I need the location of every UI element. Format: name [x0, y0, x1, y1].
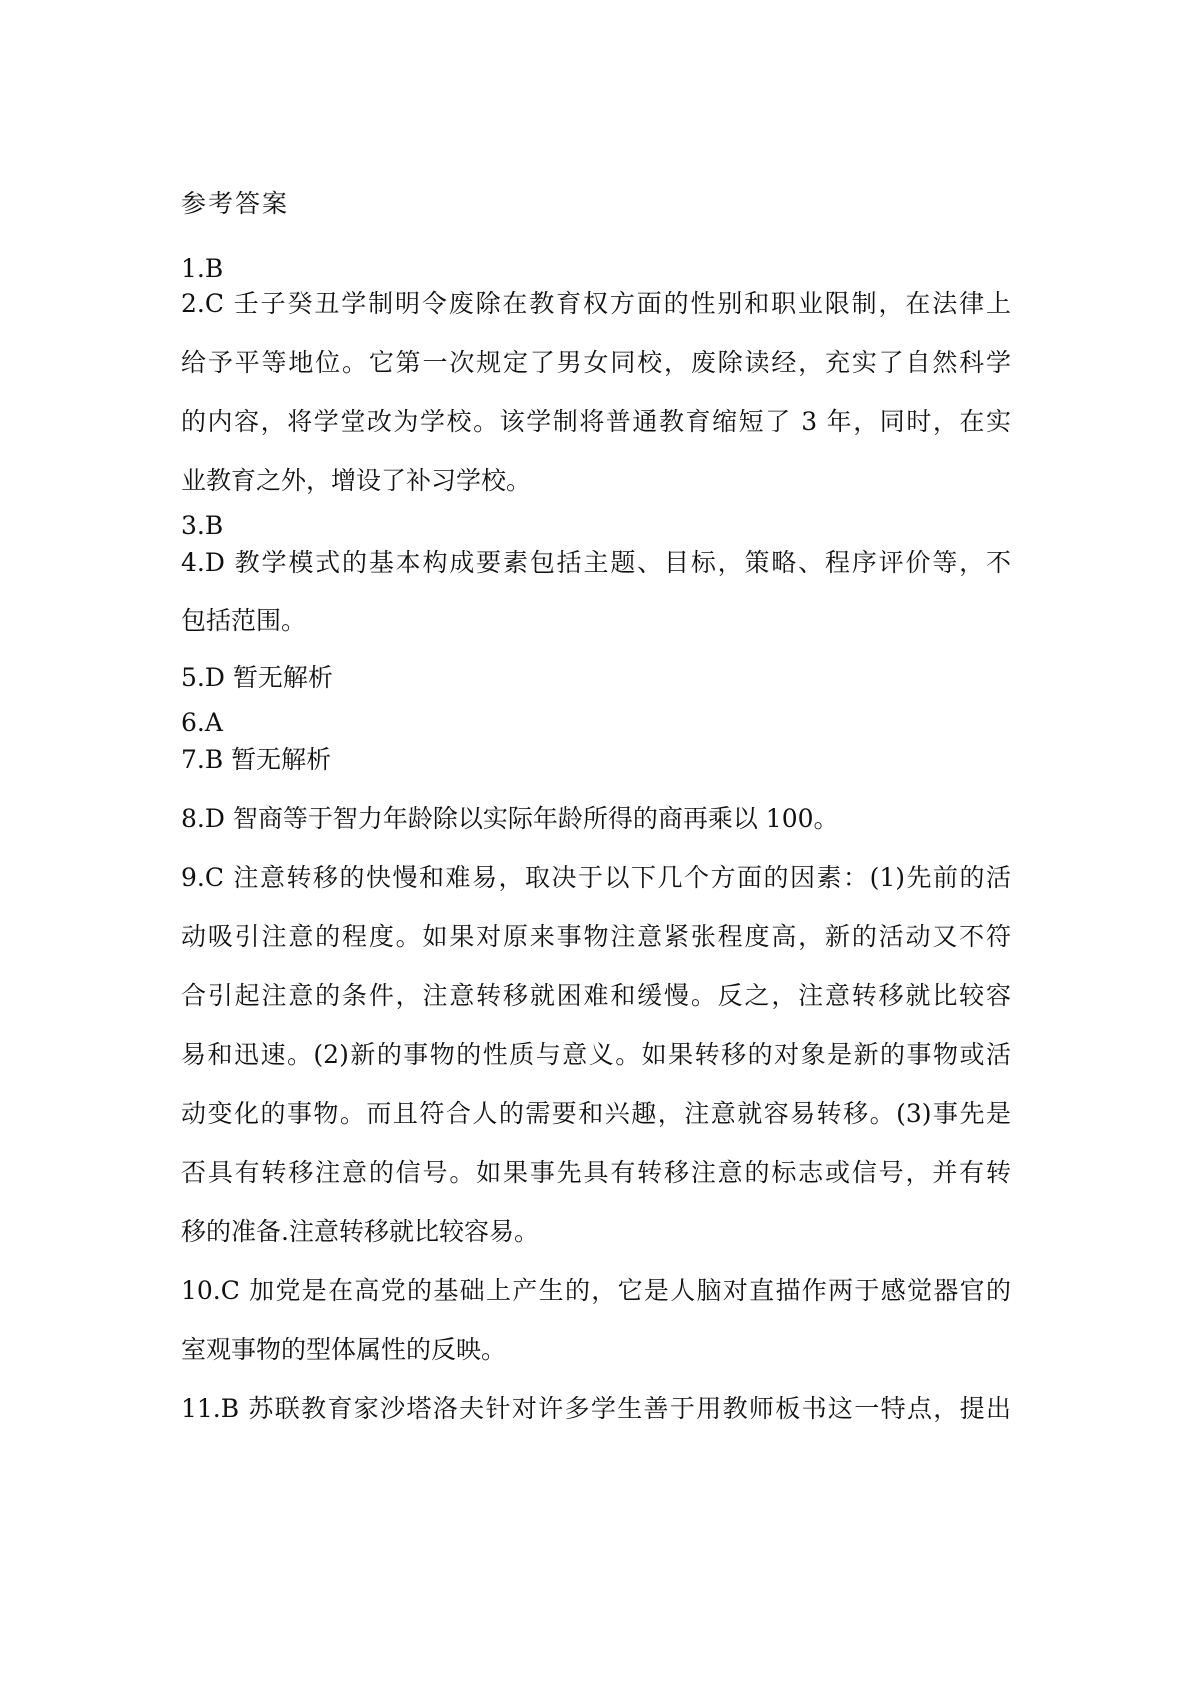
answer-line: 给予平等地位。它第一次规定了男女同校，废除读经，充实了自然科学 [181, 348, 1011, 377]
answer-line: 8.D 智商等于智力年龄除以实际年龄所得的商再乘以 100。 [181, 804, 839, 833]
answer-line: 1.B [181, 254, 224, 283]
answer-line: 3.B [181, 511, 224, 540]
answer-line: 9.C 注意转移的快慢和难易，取决于以下几个方面的因素：(1)先前的活 [181, 863, 1011, 892]
answer-line: 合引起注意的条件，注意转移就困难和缓慢。反之，注意转移就比较容 [181, 981, 1011, 1010]
answer-line: 否具有转移注意的信号。如果事先具有转移注意的标志或信号，并有转 [181, 1158, 1011, 1187]
answer-line: 2.C 壬子癸丑学制明令废除在教育权方面的性别和职业限制，在法律上 [181, 289, 1011, 318]
page-heading: 参考答案 [181, 189, 290, 218]
answer-line: 移的准备.注意转移就比较容易。 [181, 1217, 539, 1246]
answer-line: 动吸引注意的程度。如果对原来事物注意紧张程度高，新的活动又不符 [181, 922, 1011, 951]
answer-line: 业教育之外，增设了补习学校。 [181, 466, 532, 495]
answer-line: 6.A [181, 708, 223, 737]
answer-line: 4.D 教学模式的基本构成要素包括主题、目标，策略、程序评价等，不 [181, 548, 1011, 577]
answer-line: 11.B 苏联教育家沙塔洛夫针对许多学生善于用教师板书这一特点，提出 [181, 1394, 1011, 1423]
answer-line: 5.D 暂无解析 [181, 663, 333, 692]
answer-line: 动变化的事物。而且符合人的需要和兴趣，注意就容易转移。(3)事先是 [181, 1099, 1011, 1128]
answer-line: 7.B 暂无解析 [181, 745, 332, 774]
answer-line: 室观事物的型体属性的反映。 [181, 1335, 507, 1364]
answer-line: 包括范围。 [181, 606, 307, 635]
answer-line: 易和迅速。(2)新的事物的性质与意义。如果转移的对象是新的事物或活 [181, 1040, 1011, 1069]
answer-line: 的内容，将学堂改为学校。该学制将普通教育缩短了 3 年，同时，在实 [181, 407, 1011, 436]
answer-line: 10.C 加党是在高党的基础上产生的，它是人脑对直描作两于感觉器官的 [181, 1276, 1011, 1305]
